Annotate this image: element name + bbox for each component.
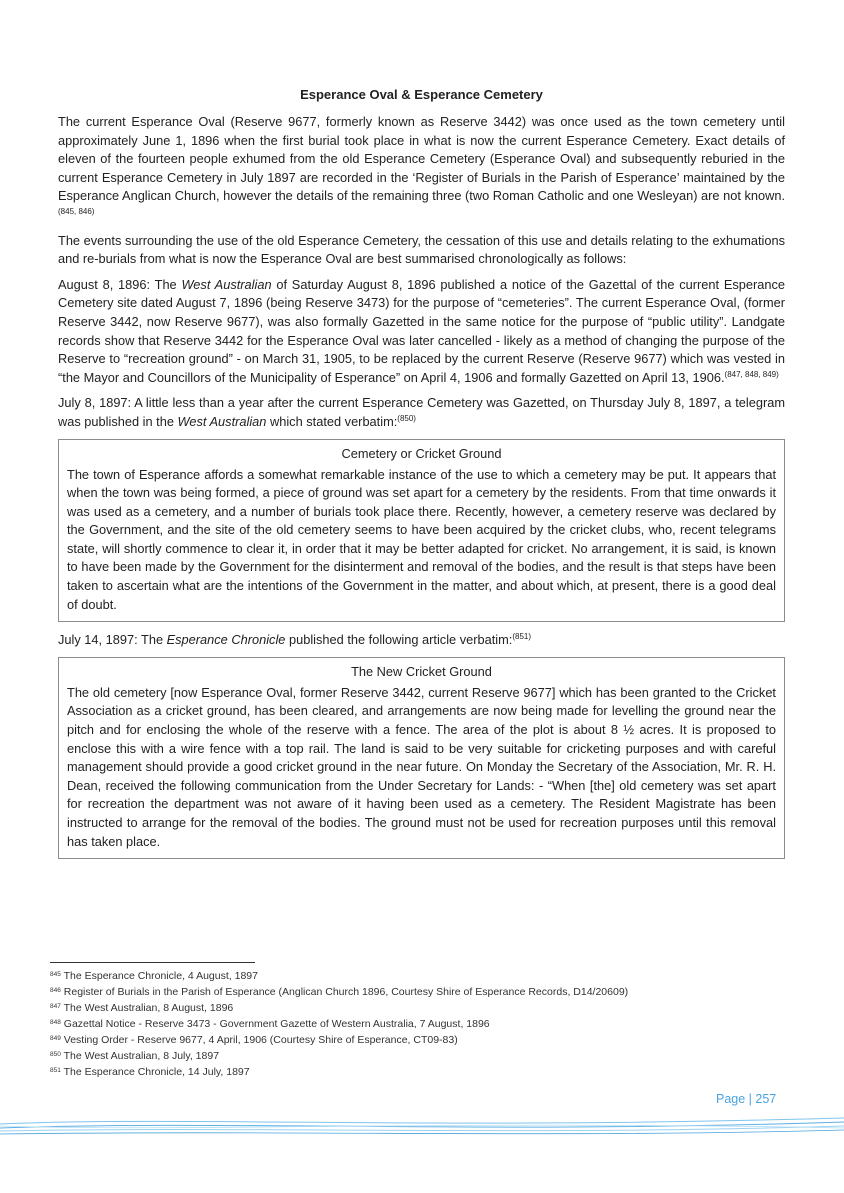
- page-number: Page | 257: [716, 1092, 777, 1106]
- footnote-ref: (850): [397, 413, 416, 423]
- quote-text: The town of Esperance affords a somewhat remarkable instance of the use to which a cemetery may be put. It appears that when the town was being formed, a piece of ground was set apart for a cemetery by the residents. From that time onwards it was used as a cemetery, and a number of burials took place there. Recently, however, a cemetery reserve was declared by the Government, and the site of the old cemetery seems to have been acquired by the cricket clubs, who, recent telegrams state, will shortly commence to clear it, in order that it may be better adapted for cricket. No arrangement, it is said, is known to have been made by the Government for the disinterment and removal of the bodies, and the result is that steps have been taken to ascertain what are the intentions of the Government in the matter, and about which, at present, there is a good deal of doubt.: [67, 466, 776, 612]
- footnote-ref: (851): [512, 632, 532, 642]
- footnote: [50, 984, 790, 1000]
- intro-paragraph: [58, 113, 785, 225]
- quote-title: The New Cricket Ground: [351, 663, 492, 679]
- entry-july-8-1897: [58, 394, 785, 431]
- page-title: Esperance Oval & Esperance Cemetery: [300, 87, 543, 102]
- entry-text: published the following article verbatim:: [285, 632, 513, 648]
- footnote: [50, 1000, 790, 1016]
- quote-box-new-cricket-ground: [58, 657, 785, 859]
- decorative-wave-lines: [0, 1108, 844, 1148]
- footnote-text: Gazettal Notice - Reserve 3473 - Government Gazette of Western Australia, 7 August, 1896: [60, 1018, 490, 1030]
- footnote-text: The Esperance Chronicle, 14 July, 1897: [60, 1066, 250, 1078]
- entry-text: July 14, 1897: The: [58, 632, 167, 648]
- entry-august-1896: [58, 276, 785, 388]
- footnote-number: 847: [50, 1003, 61, 1010]
- footnote-ref: (847, 848, 849): [724, 369, 779, 379]
- footnote-number: 849: [50, 1035, 61, 1042]
- footnote-number: 851: [50, 1067, 61, 1074]
- publication-name: West Australian: [181, 276, 272, 292]
- entry-text: August 8, 1896: The: [58, 276, 182, 292]
- footnote-number: 850: [50, 1051, 61, 1058]
- footnote: [50, 1032, 790, 1048]
- footnote: [50, 1064, 790, 1080]
- page-body: [58, 86, 785, 868]
- quote-text: The old cemetery [now Esperance Oval, former Reserve 3442, current Reserve 9677] which has been granted to the Cricket Association as a cricket ground, has been cleared, and arrangements are now being made for levelling the ground near the pitch and for enclosing the whole of the reserve with a fence. The area of the plot is about 8 ½ acres. It is proposed to enclose this with a wire fence with a top rail. The land is said to be very suitable for cricketing purposes and with careful management should provide a good cricket ground in the near future. On Monday the Secretary of the Association, Mr. R. H. Dean, received the following communication from the Under Secretary for Lands: - “When [the] old cemetery was set apart for recreation the department was not aware of it having been used as a cemetery. The Resident Magistrate has been instructed to arrange for the removal of the bodies. The ground must not be used for recreation purposes until this removal has taken place.: [67, 684, 776, 849]
- footnote: [50, 1048, 790, 1064]
- footnotes: [50, 968, 790, 1080]
- footnote-divider: [50, 962, 255, 963]
- footnote-number: 846: [50, 987, 61, 994]
- footnote-ref: (845, 846): [58, 206, 95, 216]
- footnote-number: 845: [50, 971, 61, 978]
- publication-name: Esperance Chronicle: [166, 632, 286, 648]
- entry-text: July 8, 1897: A little less than a year after the current Esperance Cemetery was Gazetted, on Thursday July 8, 1897, a telegram was published in the: [58, 395, 785, 429]
- footnote-text: Register of Burials in the Parish of Esperance (Anglican Church 1896, Courtesy Shire of Esperance Records, D14/20609): [60, 986, 629, 998]
- quote-box-cemetery-or-cricket-ground: [58, 439, 785, 623]
- quote-title: Cemetery or Cricket Ground: [341, 445, 502, 461]
- summary-paragraph: The events surrounding the use of the old Esperance Cemetery, the cessation of this use and details relating to the exhumations and re-burials from what is now the Esperance Oval are best summarised chronologically as follows:: [58, 232, 785, 267]
- footnote: [50, 968, 790, 984]
- entry-july-14-1897: [58, 631, 785, 650]
- publication-name: West Australian: [177, 413, 267, 429]
- entry-text: which stated verbatim:: [266, 413, 398, 429]
- footnote-text: Vesting Order - Reserve 9677, 4 April, 1906 (Courtesy Shire of Esperance, CT09-83): [60, 1034, 458, 1046]
- footnote-text: The West Australian, 8 August, 1896: [60, 1002, 234, 1014]
- footnote-number: 848: [50, 1019, 61, 1026]
- footnote-text: The Esperance Chronicle, 4 August, 1897: [60, 970, 258, 982]
- footnote: [50, 1016, 790, 1032]
- footnote-text: The West Australian, 8 July, 1897: [60, 1050, 220, 1062]
- entry-text: of Saturday August 8, 1896 published a notice of the Gazettal of the current Esperance Cemetery site dated August 7, 1896 (being Reserve 3473) for the purpose of “cemeteries”. The current Esperance Oval, (former Reserve 3442, now Reserve 9677), was also formally Gazetted in the same notice for the purpose of “public utility”. Landgate records show that Reserve 3442 for the Esperance Oval was later cancelled - likely as a method of changing the purpose of the Reserve to “recreation ground” - on March 31, 1905, to be replaced by the current Reserve (Reserve 9677) which was vested in “the Mayor and Councillors of the Municipality of Esperance” on April 4, 1906 and formally Gazetted on April 13, 1906.: [58, 276, 785, 385]
- intro-text: The current Esperance Oval (Reserve 9677, formerly known as Reserve 3442) was once used as the town cemetery until approximately June 1, 1896 when the first burial took place in what is now the current Esperance Cemetery. Exact details of eleven of the fourteen people exhumed from the old Esperance Cemetery (Esperance Oval) and subsequently reburied in the current Esperance Cemetery in July 1897 are recorded in the ‘Register of Burials in the Parish of Esperance’ maintained by the Esperance Anglican Church, however the details of the remaining three (two Roman Catholic and one Wesleyan) are not known.: [58, 114, 785, 204]
